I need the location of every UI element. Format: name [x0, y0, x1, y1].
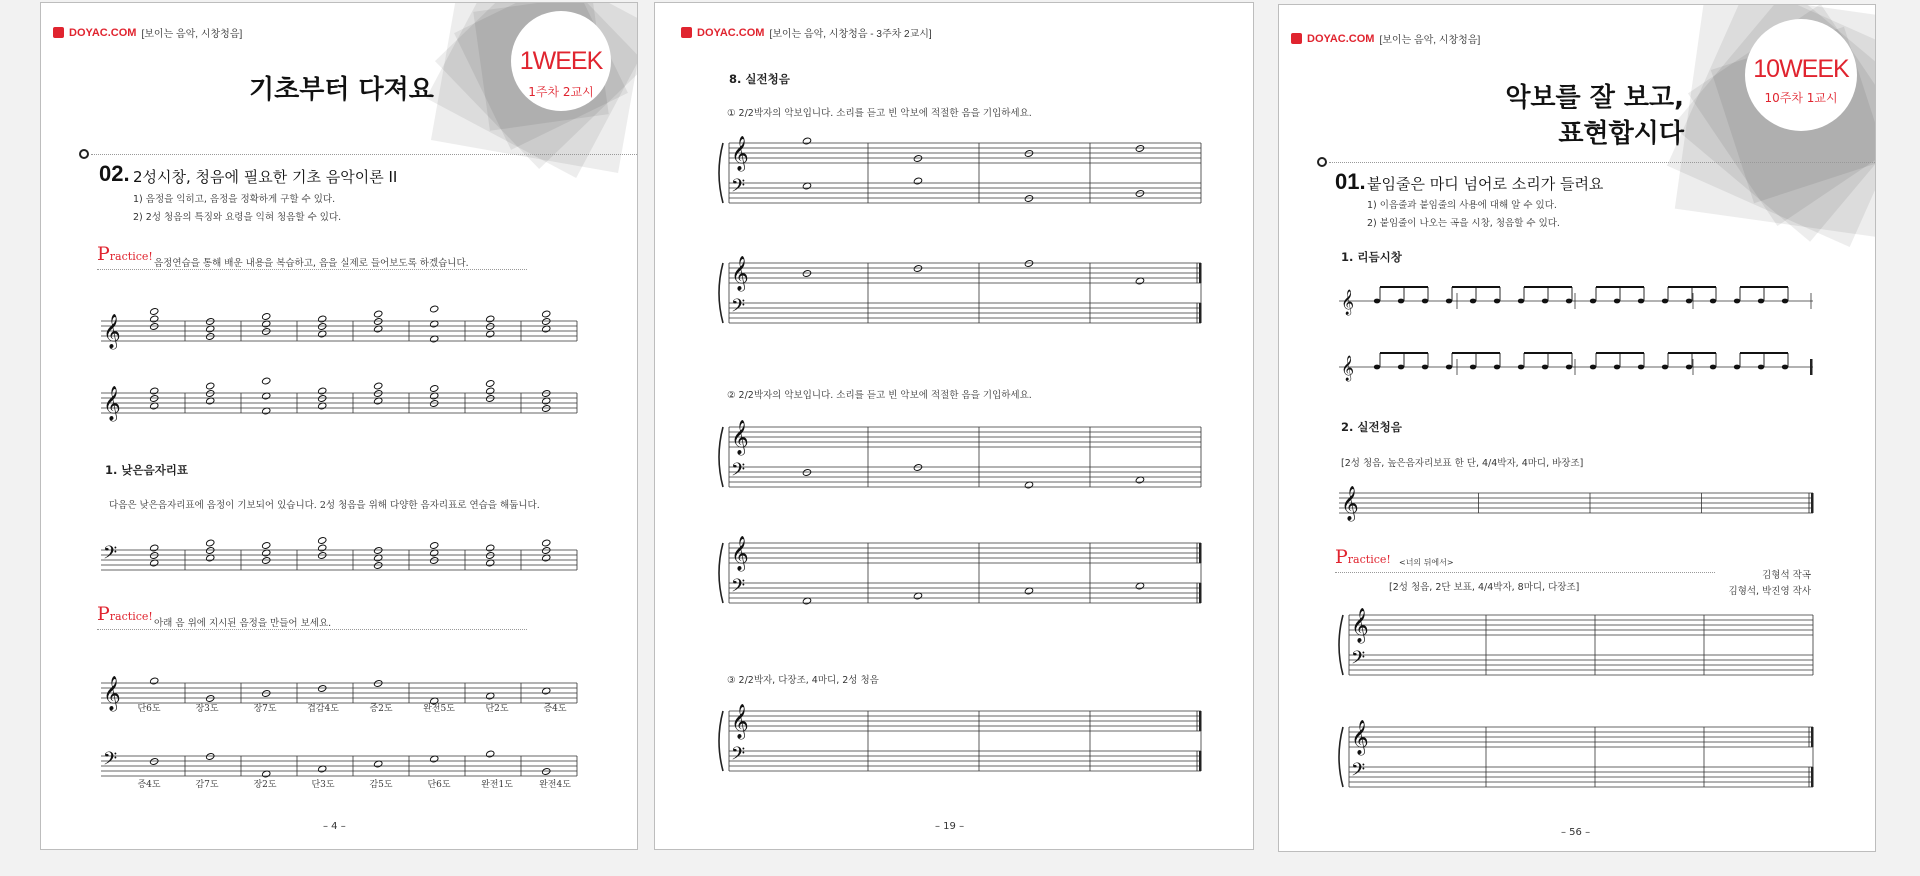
book-page-19 — [654, 2, 1254, 850]
practice-label: Practice! — [97, 243, 153, 265]
interval-label: 완전5도 — [423, 704, 455, 714]
practice-underline-2 — [97, 629, 527, 630]
page-number: – 56 – — [1561, 827, 1591, 838]
interval-label: 증4도 — [137, 780, 161, 790]
doyac-logo[interactable]: DOYAC.COM [보이는 음악, 시창청음] — [1291, 31, 1480, 46]
svg-text:𝄞: 𝄞 — [103, 676, 121, 711]
section-number: 01. — [1335, 169, 1366, 194]
heading-rhythm: 1. 리듬시창 — [1341, 250, 1402, 264]
section-title: 붙임줄은 마디 넘어로 소리가 들려요 — [1367, 175, 1604, 193]
week-label: 1WEEK — [519, 47, 603, 75]
section-title: 2성시창, 청음에 필요한 기초 음악이론 II — [133, 168, 398, 186]
interval-label: 단3도 — [311, 780, 335, 790]
interval-labels-row2 — [127, 777, 577, 790]
doyac-logo[interactable]: DOYAC.COM [보이는 음악, 시창청음] — [53, 25, 242, 40]
svg-text:𝄞: 𝄞 — [731, 704, 749, 739]
svg-text:𝄞: 𝄞 — [1341, 290, 1355, 315]
interval-label: 완전4도 — [539, 780, 571, 790]
objective-2: 2) 2성 청음의 특징와 요령을 익혀 청음할 수 있다. — [133, 212, 342, 223]
svg-text:𝄢: 𝄢 — [731, 576, 746, 601]
interval-label: 단2도 — [485, 704, 509, 714]
interval-label: 장7도 — [253, 704, 277, 714]
sub-description: 다음은 낮은음자리표에 음정이 기보되어 있습니다. 2성 청음을 위해 다양한 음자리표로 연습을 해둡니다. — [109, 500, 540, 511]
interval-labels-row1 — [127, 701, 577, 714]
svg-text:𝄢: 𝄢 — [731, 744, 746, 769]
section-heading: 8. 실전청음 — [729, 72, 790, 86]
book-page-4 — [40, 2, 638, 850]
svg-text:𝄞: 𝄞 — [731, 136, 749, 171]
interval-label: 감5도 — [369, 780, 393, 790]
page-title-line2: 표현합시다 — [1558, 119, 1684, 149]
practice-instruction: 음정연습을 통해 배운 내용을 복습하고, 음을 실제로 들어보도록 하겠습니다. — [154, 258, 469, 269]
week-session: 10주차 1교시 — [1764, 91, 1838, 105]
interval-label: 완전1도 — [481, 780, 513, 790]
timeline-dot — [79, 149, 89, 159]
svg-text:𝄞: 𝄞 — [731, 256, 749, 291]
question-2: ② 2/2박자의 악보입니다. 소리를 듣고 빈 악보에 적절한 음을 기입하세요. — [727, 390, 1032, 401]
dictation-note: [2성 청음, 높은음자리보표 한 단, 4/4박자, 4마디, 바장조] — [1341, 458, 1584, 469]
question-3: ③ 2/2박자, 다장조, 4마디, 2성 청음 — [727, 675, 879, 686]
week-label: 10WEEK — [1753, 55, 1849, 83]
interval-label: 단6도 — [137, 704, 161, 714]
svg-text:𝄞: 𝄞 — [1351, 720, 1369, 755]
practice-label: Practice! — [1335, 546, 1391, 568]
heading-dictation: 2. 실전청음 — [1341, 420, 1402, 434]
svg-text:𝄞: 𝄞 — [731, 536, 749, 571]
interval-label: 감7도 — [195, 780, 219, 790]
svg-text:𝄞: 𝄞 — [103, 314, 121, 349]
practice-label-2: Practice! — [97, 603, 153, 625]
page-title-line1: 악보를 잘 보고, — [1505, 83, 1684, 113]
decorative-squares — [41, 3, 637, 849]
svg-text:𝄢: 𝄢 — [103, 543, 118, 568]
svg-text:𝄢: 𝄢 — [731, 460, 746, 485]
svg-text:𝄞: 𝄞 — [731, 420, 749, 455]
interval-label: 장3도 — [195, 704, 219, 714]
page-number: – 4 – — [323, 821, 346, 832]
sub-heading: 1. 낮은음자리표 — [105, 463, 189, 477]
timeline-line — [91, 154, 637, 155]
objective-1: 1) 이음줄과 붙임줄의 사용에 대해 알 수 있다. — [1367, 200, 1557, 211]
svg-text:𝄢: 𝄢 — [103, 749, 118, 774]
question-1: ① 2/2박자의 악보입니다. 소리를 듣고 빈 악보에 적절한 음을 기입하세요. — [727, 108, 1032, 119]
svg-text:𝄞: 𝄞 — [1351, 608, 1369, 643]
svg-text:𝄢: 𝄢 — [731, 176, 746, 201]
objective-1: 1) 음정을 익히고, 음정을 정확하게 구할 수 있다. — [133, 194, 336, 205]
svg-text:𝄞: 𝄞 — [103, 386, 121, 421]
composer: 김형석 작곡 — [1762, 570, 1811, 581]
svg-text:𝄢: 𝄢 — [731, 296, 746, 321]
doyac-logo[interactable]: DOYAC.COM [보이는 음악, 시창청음 - 3주차 2교시] — [681, 25, 932, 40]
lyricist: 김형석, 박진영 작사 — [1728, 586, 1811, 597]
svg-text:𝄢: 𝄢 — [1351, 760, 1366, 785]
practice-instruction-2: 아래 음 위에 지시된 음정을 만들어 보세요. — [154, 618, 332, 629]
practice-underline — [97, 269, 527, 270]
svg-text:𝄞: 𝄞 — [1341, 356, 1355, 381]
section-number: 02. — [99, 161, 130, 186]
interval-label: 장2도 — [253, 780, 277, 790]
book-page-56 — [1278, 4, 1876, 852]
objective-2: 2) 붙임줄이 나오는 곡을 시창, 청음할 수 있다. — [1367, 218, 1560, 229]
week-session: 1주차 2교시 — [528, 85, 594, 99]
interval-label: 겹감4도 — [307, 704, 339, 714]
practice-song: <너의 뒤에서> — [1399, 558, 1454, 567]
practice-underline — [1335, 572, 1715, 573]
svg-text:𝄞: 𝄞 — [1341, 486, 1359, 521]
interval-label: 단6도 — [427, 780, 451, 790]
practice-description: [2성 청음, 2단 보표, 4/4박자, 8마디, 다장조] — [1389, 582, 1580, 593]
page-title: 기초부터 다져요 — [249, 75, 434, 105]
interval-label: 증2도 — [369, 704, 393, 714]
page-number: – 19 – — [935, 821, 965, 832]
interval-label: 증4도 — [543, 704, 567, 714]
svg-text:𝄢: 𝄢 — [1351, 648, 1366, 673]
